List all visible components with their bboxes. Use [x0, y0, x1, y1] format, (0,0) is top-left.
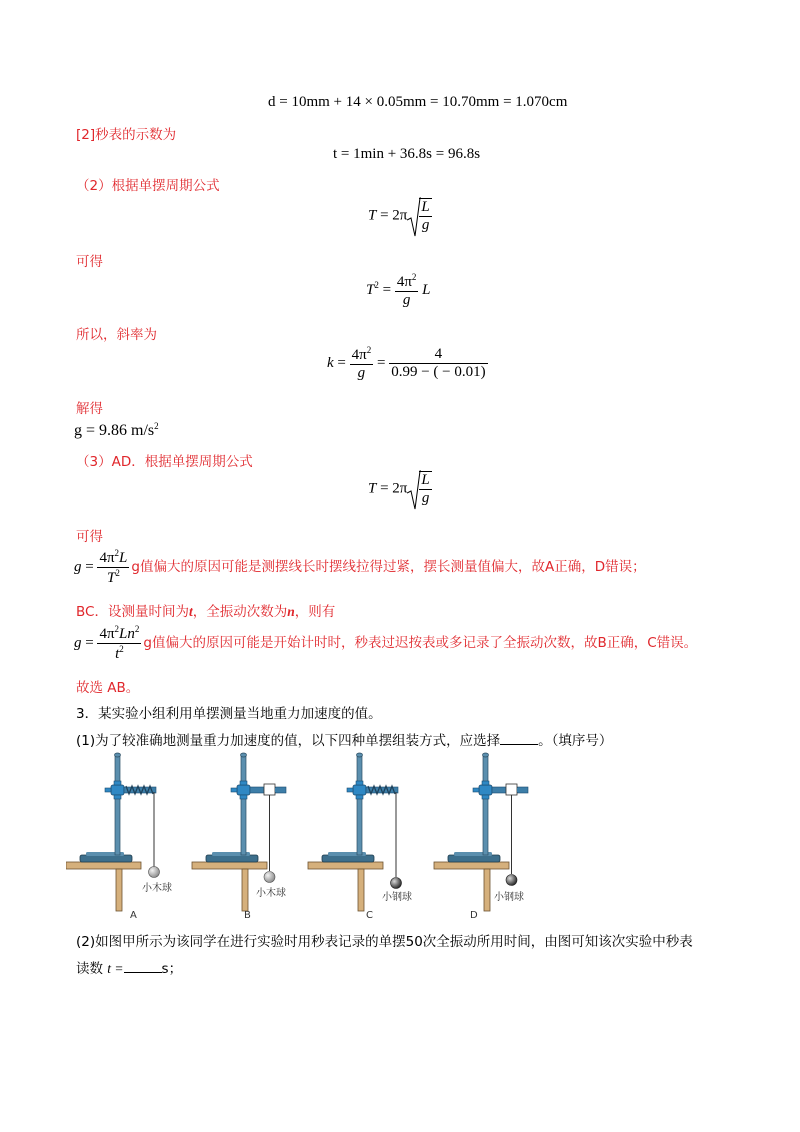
setup-c[interactable] — [308, 753, 412, 920]
equation-slope: k = $\frac{4\pi^2}{g}$ = $\frac{4}{0.99 - ( - 0.01)}$ — [327, 345, 486, 382]
setup-letter-d: D — [470, 910, 478, 920]
question-3-title: 3．某实验小组利用单摆测量当地重力加速度的值。 — [76, 706, 382, 722]
question-3-part-2-line-2: 读数 t = s； — [76, 961, 183, 977]
slope-label: 所以，斜率为 — [76, 327, 157, 343]
pendulum-setups-figure — [66, 750, 546, 920]
ball-label-d: 小钢球 — [494, 892, 524, 903]
g-result: g = 9.86 $m/s^2$ — [74, 421, 159, 439]
equation-period-2: T = 2π $\frac{L}{g}$ — [368, 471, 432, 508]
reason-ad-text: g值偏大的原因可能是测摆线长时摆线拉得过紧，摆长测量值偏大，故A正确，D错误； — [131, 559, 646, 576]
setup-b[interactable] — [192, 753, 286, 920]
answer-blank-1[interactable] — [500, 732, 538, 745]
equation-t-squared: $T^2$ = $\frac{4\pi^2}{g}$ L — [366, 272, 431, 309]
bc-setup-line: BC．设测量时间为t，全振动次数为n，则有 — [76, 604, 336, 620]
equation-stopwatch-time: t = 1min + 36.8s = 96.8s — [333, 146, 481, 162]
ball-label-b: 小木球 — [256, 888, 286, 899]
setup-letter-c: C — [366, 910, 373, 920]
steel-ball-icon — [506, 875, 517, 886]
setup-d[interactable] — [434, 753, 528, 920]
kede-1: 可得 — [76, 254, 103, 270]
wood-ball-icon — [149, 867, 160, 878]
ball-label-a: 小木球 — [142, 883, 172, 894]
steel-ball-icon — [391, 878, 402, 889]
equation-period-1: T = 2π $\frac{L}{g}$ — [368, 198, 432, 235]
answer-blank-2[interactable] — [124, 960, 162, 973]
stopwatch-label: [2]秒表的示数为 — [76, 127, 177, 143]
wood-ball-icon — [264, 872, 275, 883]
reason-bc-text: g值偏大的原因可能是开始计时时，秒表过迟按表或多记录了全振动次数，故B正确，C错误。 — [143, 635, 698, 652]
slope-denominator: 0.99 − ( − 0.01) — [391, 364, 486, 381]
setup-letter-a: A — [130, 910, 137, 920]
answer-choice: 故选 AB。 — [76, 680, 140, 696]
equation-vernier-reading: d = 10mm + 14 × 0.05mm = 10.70mm = 1.070cm — [268, 94, 568, 110]
part3-heading: （3）AD．根据单摆周期公式 — [76, 454, 253, 470]
setup-a[interactable] — [66, 753, 172, 920]
part2-heading: （2）根据单摆周期公式 — [76, 178, 220, 194]
slope-numerator: 4 — [389, 346, 487, 364]
reason-ad-line: g = $\frac{4\pi^2L}{T^2}$ g值偏大的原因可能是测摆线长时摆线拉得过紧，摆长测量值偏大，故A正确，D错误； — [74, 548, 646, 587]
question-3-part-2-line-1: (2)如图甲所示为该同学在进行实验时用秒表记录的单摆50次全振动所用时间，由图可知该次实验中秒表 — [76, 934, 693, 950]
setup-letter-b: B — [244, 910, 251, 920]
question-3-part-1: (1)为了较准确地测量重力加速度的值，以下四种单摆组装方式，应选择 。（填序号） — [76, 733, 613, 749]
kede-2: 可得 — [76, 529, 103, 545]
reason-bc-line: g = $\frac{4\pi^2Ln^2}{t^2}$ g值偏大的原因可能是开始计时时，秒表过迟按表或多记录了全振动次数，故B正确，C错误。 — [74, 624, 698, 663]
ball-label-c: 小钢球 — [382, 892, 412, 903]
jiede-label: 解得 — [76, 401, 103, 417]
